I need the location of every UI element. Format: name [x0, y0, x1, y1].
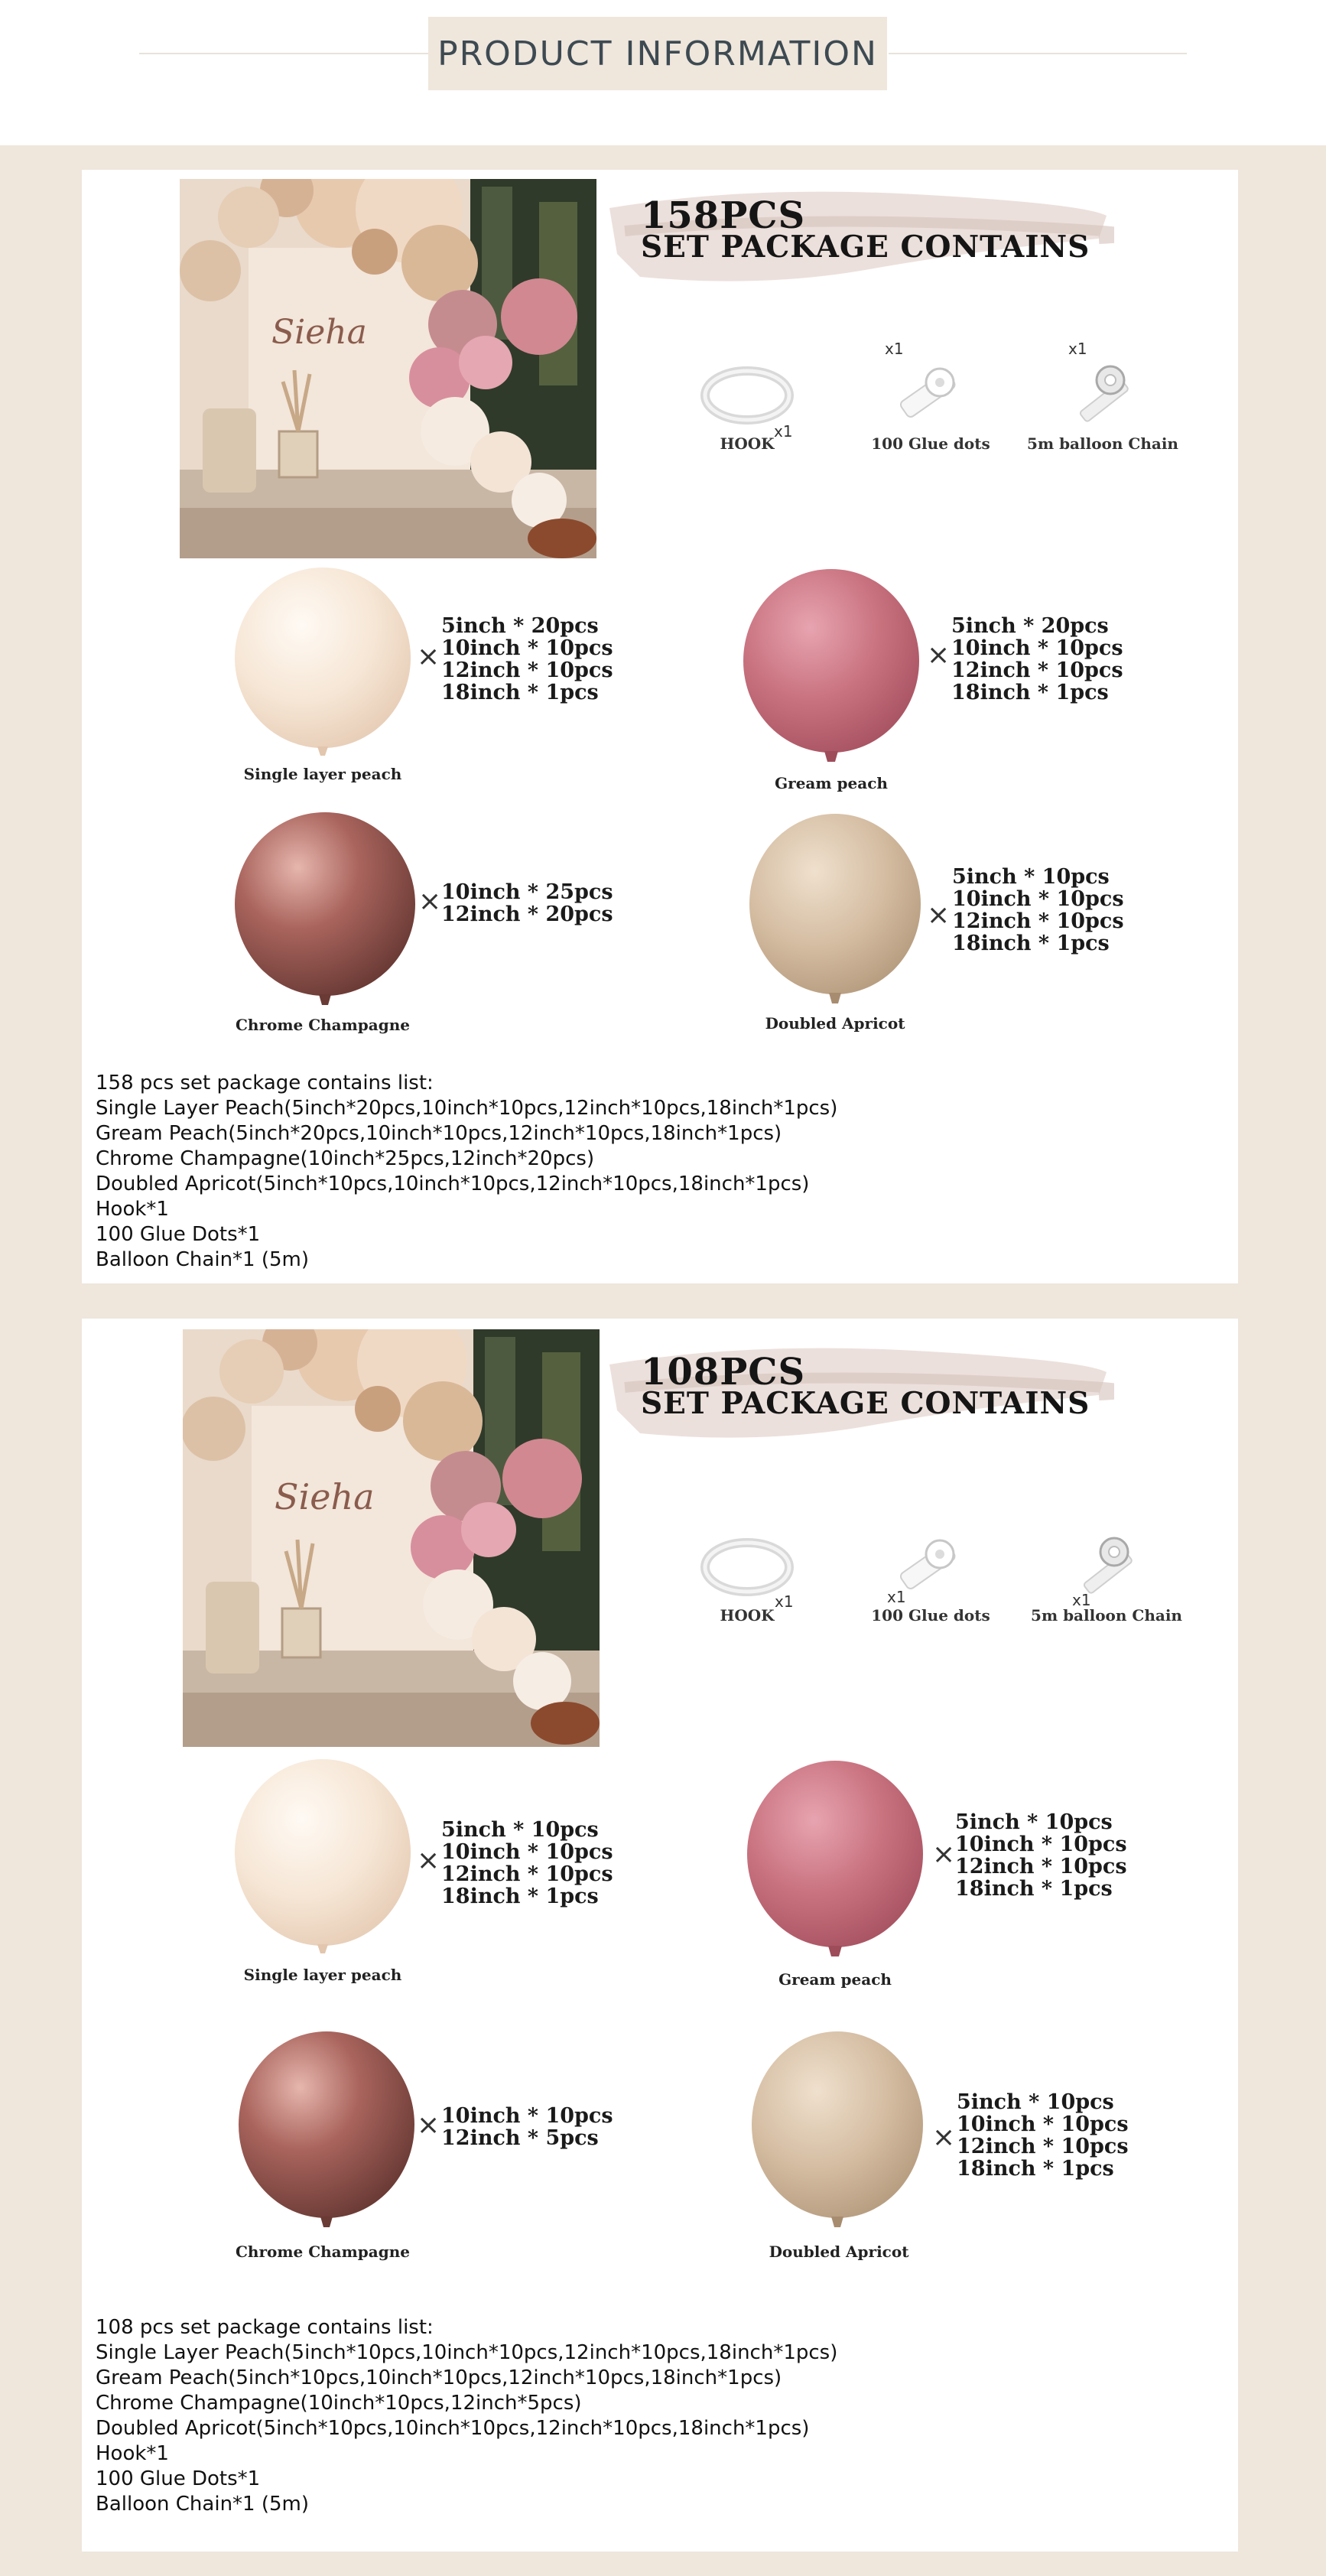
- accessory-hook: [663, 361, 831, 453]
- multiply-icon: ×: [927, 899, 951, 931]
- glue-dots-icon: [892, 361, 969, 430]
- header-divider-right: [889, 53, 1187, 54]
- multiply-icon: ×: [418, 886, 442, 917]
- contents-line: 100 Glue Dots*1: [96, 2467, 261, 2490]
- size-item: 10inch * 10pcs: [441, 636, 613, 660]
- size-item: 12inch * 10pcs: [952, 909, 1124, 933]
- size-item: 12inch * 10pcs: [441, 659, 613, 682]
- package-contents-list: [96, 1071, 837, 1273]
- accessory-label: 100 Glue dots: [871, 1606, 990, 1625]
- accessory-label: 5m balloon Chain: [1031, 1606, 1182, 1625]
- contents-line: Hook*1: [96, 2442, 169, 2465]
- balloon-icon: [227, 1759, 426, 1973]
- page-header: [0, 0, 1326, 145]
- accessory-qty: x1: [885, 340, 904, 358]
- balloon-size-list: [441, 1819, 613, 1908]
- size-item: 10inch * 10pcs: [441, 2104, 613, 2128]
- balloon-gream-peach: [739, 1759, 1229, 1989]
- balloon-icon: [227, 568, 426, 782]
- balloon-chrome-champagne: [227, 812, 717, 1042]
- size-item: 18inch * 1pcs: [952, 932, 1110, 955]
- package-subtitle: SET PACKAGE CONTAINS: [641, 229, 1090, 265]
- accessory-hook: [663, 1533, 831, 1625]
- size-item: 12inch * 10pcs: [957, 2135, 1129, 2158]
- accessory-qty: x1: [887, 1588, 906, 1606]
- contents-line: Single Layer Peach(5inch*10pcs,10inch*10pcs,12inch*10pcs,18inch*1pcs): [96, 2341, 838, 2364]
- package-contents-list: [96, 2315, 837, 2517]
- multiply-icon: ×: [417, 1845, 440, 1876]
- size-item: 5inch * 10pcs: [957, 2090, 1114, 2114]
- contents-line: Doubled Apricot(5inch*10pcs,10inch*10pcs,12inch*10pcs,18inch*1pcs): [96, 1173, 810, 1195]
- accessory-qty: x1: [774, 422, 793, 441]
- balloon-name: Gream peach: [778, 1970, 892, 1989]
- balloon-icon: [231, 2030, 430, 2244]
- contents-line: 158 pcs set package contains list:: [96, 1072, 434, 1094]
- size-item: 10inch * 25pcs: [441, 880, 613, 904]
- balloon-icon: [736, 812, 934, 1026]
- contents-line: Chrome Champagne(10inch*10pcs,12inch*5pcs): [96, 2392, 582, 2415]
- package-card-108: [82, 1319, 1238, 2552]
- size-item: 10inch * 10pcs: [952, 887, 1124, 911]
- photo-sign-text: Sieha: [275, 1476, 375, 1517]
- size-item: 10inch * 10pcs: [957, 2113, 1129, 2136]
- accessory-label: 5m balloon Chain: [1027, 434, 1178, 453]
- contents-line: Balloon Chain*1 (5m): [96, 2493, 310, 2516]
- header-title-box: [428, 17, 887, 90]
- product-photo: [180, 179, 596, 558]
- balloon-doubled-apricot: [739, 2030, 1229, 2259]
- size-item: 5inch * 20pcs: [951, 614, 1109, 638]
- multiply-icon: ×: [932, 1839, 956, 1870]
- size-item: 5inch * 10pcs: [952, 865, 1110, 889]
- size-item: 12inch * 20pcs: [441, 903, 613, 926]
- size-item: 18inch * 1pcs: [441, 1885, 599, 1908]
- balloon-name: Doubled Apricot: [769, 2243, 909, 2261]
- balloon-size-list: [951, 615, 1123, 704]
- accessory-label: HOOK: [720, 434, 775, 453]
- package-count-title: 108PCS: [641, 1351, 806, 1394]
- multiply-icon: ×: [417, 2109, 440, 2141]
- balloon-name: Doubled Apricot: [765, 1014, 905, 1033]
- balloon-name: Single layer peach: [243, 765, 402, 783]
- page-title: PRODUCT INFORMATION: [437, 34, 878, 73]
- contents-line: Gream Peach(5inch*20pcs,10inch*10pcs,12inch*10pcs,18inch*1pcs): [96, 1122, 782, 1145]
- product-photo: [183, 1329, 600, 1747]
- balloon-doubled-apricot: [736, 812, 1225, 1042]
- size-item: 10inch * 10pcs: [951, 636, 1123, 660]
- contents-line: Doubled Apricot(5inch*10pcs,10inch*10pcs,12inch*10pcs,18inch*1pcs): [96, 2417, 810, 2440]
- balloon-gream-peach: [736, 568, 1225, 797]
- accessory-qty: x1: [1072, 1591, 1091, 1609]
- size-item: 5inch * 20pcs: [441, 614, 599, 638]
- size-item: 12inch * 10pcs: [955, 1855, 1127, 1878]
- size-item: 5inch * 10pcs: [955, 1810, 1113, 1834]
- balloon-size-list: [955, 1811, 1127, 1900]
- contents-line: 100 Glue Dots*1: [96, 1223, 261, 1246]
- accessory-qty: x1: [775, 1592, 794, 1611]
- balloon-chain-icon: [1064, 361, 1141, 430]
- contents-line: Chrome Champagne(10inch*25pcs,12inch*20pcs): [96, 1147, 595, 1170]
- hook-icon: [697, 1533, 797, 1602]
- accessory-balloon-chain: [1019, 361, 1187, 453]
- contents-line: Single Layer Peach(5inch*20pcs,10inch*10pcs,12inch*10pcs,18inch*1pcs): [96, 1097, 838, 1120]
- balloon-arch-photo: [180, 179, 596, 558]
- balloon-size-list: [952, 866, 1124, 955]
- balloon-icon: [227, 812, 426, 1026]
- balloon-name: Gream peach: [775, 774, 888, 792]
- size-item: 12inch * 5pcs: [441, 2126, 599, 2150]
- hook-icon: [697, 361, 797, 430]
- balloon-size-list: [441, 2105, 613, 2149]
- contents-line: Gream Peach(5inch*10pcs,10inch*10pcs,12inch*10pcs,18inch*1pcs): [96, 2366, 782, 2389]
- contents-line: Hook*1: [96, 1198, 169, 1221]
- photo-sign-text: Sieha: [271, 313, 367, 352]
- balloon-size-list: [957, 2091, 1129, 2180]
- size-item: 10inch * 10pcs: [955, 1833, 1127, 1856]
- balloon-icon: [739, 1759, 938, 1973]
- header-divider-left: [139, 53, 430, 54]
- accessory-glue-dots: [847, 1533, 1015, 1625]
- size-item: 18inch * 1pcs: [955, 1877, 1113, 1901]
- size-item: 12inch * 10pcs: [951, 659, 1123, 682]
- balloon-name: Chrome Champagne: [236, 1016, 410, 1034]
- balloon-icon: [736, 568, 934, 782]
- size-item: 5inch * 10pcs: [441, 1818, 599, 1842]
- balloon-icon: [739, 2030, 938, 2244]
- accessory-label: HOOK: [720, 1606, 775, 1625]
- balloon-name: Chrome Champagne: [236, 2243, 410, 2261]
- contents-line: 108 pcs set package contains list:: [96, 2316, 434, 2339]
- multiply-icon: ×: [417, 641, 440, 672]
- size-item: 18inch * 1pcs: [957, 2157, 1114, 2181]
- size-item: 12inch * 10pcs: [441, 1862, 613, 1886]
- balloon-single-layer-peach: [227, 1759, 717, 1989]
- size-item: 18inch * 1pcs: [441, 681, 599, 704]
- balloon-single-layer-peach: [227, 568, 717, 797]
- balloon-chrome-champagne: [231, 2030, 720, 2259]
- balloon-size-list: [441, 615, 613, 704]
- package-card-158: [82, 170, 1238, 1283]
- size-item: 10inch * 10pcs: [441, 1840, 613, 1864]
- balloon-name: Single layer peach: [243, 1966, 402, 1984]
- package-subtitle: SET PACKAGE CONTAINS: [641, 1386, 1090, 1421]
- package-count-title: 158PCS: [641, 194, 806, 237]
- accessory-balloon-chain: [1022, 1533, 1191, 1625]
- accessory-qty: x1: [1068, 340, 1087, 358]
- balloon-size-list: [441, 881, 613, 925]
- balloon-arch-photo: [183, 1329, 600, 1747]
- size-item: 18inch * 1pcs: [951, 681, 1109, 704]
- multiply-icon: ×: [927, 639, 951, 671]
- accessory-label: 100 Glue dots: [871, 434, 990, 453]
- multiply-icon: ×: [932, 2122, 956, 2153]
- accessory-glue-dots: [847, 361, 1015, 453]
- contents-line: Balloon Chain*1 (5m): [96, 1248, 310, 1271]
